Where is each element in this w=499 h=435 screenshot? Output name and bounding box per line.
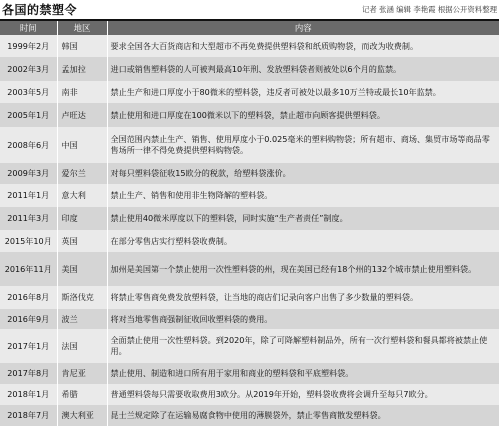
table-row xyxy=(0,363,499,384)
column-header-region: 地区 xyxy=(57,21,107,35)
row-time: 2009年3月 xyxy=(0,163,57,184)
row-content: 对每只塑料袋征收15欧分的税款，给塑料袋涨价。 xyxy=(107,163,499,184)
table-row xyxy=(0,384,499,405)
row-time: 1999年2月 xyxy=(0,35,57,57)
row-time: 2002年3月 xyxy=(0,57,57,81)
table-row xyxy=(0,252,499,286)
page-title: 各国的禁塑令 xyxy=(2,3,78,17)
row-time: 2008年6月 xyxy=(0,127,57,163)
table-row xyxy=(0,163,499,184)
table-row xyxy=(0,329,499,363)
row-region: 印度 xyxy=(57,207,107,230)
column-header-content: 内容 xyxy=(107,21,499,35)
row-time: 2018年7月 xyxy=(0,405,57,426)
row-time: 2005年1月 xyxy=(0,103,57,127)
row-time: 2003年5月 xyxy=(0,81,57,103)
row-region: 斯洛伐克 xyxy=(57,286,107,309)
ban-timeline-table xyxy=(0,21,499,426)
table-row xyxy=(0,81,499,103)
row-region: 波兰 xyxy=(57,309,107,329)
table-row xyxy=(0,207,499,230)
row-time: 2016年8月 xyxy=(0,286,57,309)
row-content: 加州是美国第一个禁止使用一次性塑料袋的州，现在美国已经有18个州的132个城市禁止使用塑料袋。 xyxy=(107,252,499,286)
row-content: 将禁止零售商免费发放塑料袋，让当地的商店们记录向客户出售了多少数量的塑料袋。 xyxy=(107,286,499,309)
row-content: 禁止生产和进口厚度小于80微米的塑料袋，违反者可被处以最多10万兰特或最长10年监禁。 xyxy=(107,81,499,103)
row-content: 将对当地零售商强制征收回收塑料袋的费用。 xyxy=(107,309,499,329)
row-region: 意大利 xyxy=(57,184,107,207)
header-bar xyxy=(0,0,499,21)
row-region: 卢旺达 xyxy=(57,103,107,127)
row-time: 2018年1月 xyxy=(0,384,57,405)
row-content: 禁止生产、销售和使用非生物降解的塑料袋。 xyxy=(107,184,499,207)
table-row xyxy=(0,35,499,57)
row-time: 2011年3月 xyxy=(0,207,57,230)
row-region: 肯尼亚 xyxy=(57,363,107,384)
table-row xyxy=(0,405,499,426)
row-content: 昆士兰规定除了在运输易腐食物中使用的薄膜袋外，禁止零售商散发塑料袋。 xyxy=(107,405,499,426)
row-content: 要求全国各大百货商店和大型超市不再免费提供塑料袋和纸质购物袋，而改为收费制。 xyxy=(107,35,499,57)
row-region: 希腊 xyxy=(57,384,107,405)
row-content: 普通塑料袋每只需要收取费用3欧分。从2019年开始，塑料袋收费将会调升至每只7欧分。 xyxy=(107,384,499,405)
row-content: 全面禁止使用一次性塑料袋。到2020年，除了可降解塑料制品外，所有一次行塑料袋和餐具都将被禁止使用。 xyxy=(107,329,499,363)
table-row xyxy=(0,103,499,127)
row-content: 全国范围内禁止生产、销售、使用厚度小于0.025毫米的塑料购物袋；所有超市、商场、集贸市场等商品零售场所一律不得免费提供塑料购物袋。 xyxy=(107,127,499,163)
column-header-time: 时间 xyxy=(0,21,57,35)
row-region: 中国 xyxy=(57,127,107,163)
row-region: 英国 xyxy=(57,230,107,252)
row-time: 2016年11月 xyxy=(0,252,57,286)
row-region: 澳大利亚 xyxy=(57,405,107,426)
table-row xyxy=(0,184,499,207)
row-region: 美国 xyxy=(57,252,107,286)
row-time: 2017年8月 xyxy=(0,363,57,384)
row-region: 南非 xyxy=(57,81,107,103)
row-time: 2015年10月 xyxy=(0,230,57,252)
row-region: 爱尔兰 xyxy=(57,163,107,184)
table-row xyxy=(0,230,499,252)
row-content: 禁止使用、制造和进口所有用于家用和商业的塑料袋和平底塑料袋。 xyxy=(107,363,499,384)
table-row xyxy=(0,127,499,163)
row-time: 2017年1月 xyxy=(0,329,57,363)
table-header-row xyxy=(0,21,499,35)
table-row xyxy=(0,309,499,329)
row-region: 法国 xyxy=(57,329,107,363)
row-time: 2011年1月 xyxy=(0,184,57,207)
row-content: 进口或销售塑料袋的人可被判最高10年刑、发放塑料袋者则被处以6个月的监禁。 xyxy=(107,57,499,81)
table-row xyxy=(0,57,499,81)
row-time: 2016年9月 xyxy=(0,309,57,329)
row-content: 禁止使用40微米厚度以下的塑料袋，同时实施“生产者责任”制度。 xyxy=(107,207,499,230)
row-content: 禁止使用和进口厚度在100微米以下的塑料袋，禁止超市向顾客提供塑料袋。 xyxy=(107,103,499,127)
table-row xyxy=(0,286,499,309)
row-region: 孟加拉 xyxy=(57,57,107,81)
credits: 记者 张涵 编辑 李艳霞 根据公开资料整理 xyxy=(361,5,497,14)
row-content: 在部分零售店实行塑料袋收费制。 xyxy=(107,230,499,252)
row-region: 韩国 xyxy=(57,35,107,57)
